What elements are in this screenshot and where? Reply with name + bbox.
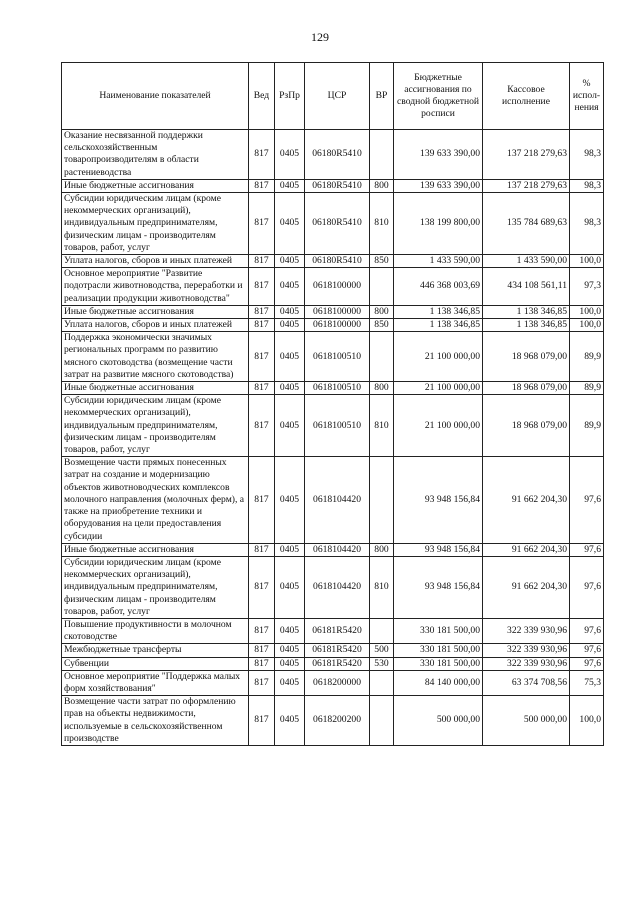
- row-budget: 1 138 346,85: [394, 319, 483, 332]
- row-cash: 500 000,00: [483, 696, 570, 746]
- row-vr: 800: [370, 543, 394, 556]
- header-csr: ЦСР: [305, 63, 370, 130]
- row-ved: 817: [249, 657, 275, 670]
- header-budget: Бюджетные ассигнования по сводной бюджетной росписи: [394, 63, 483, 130]
- row-cash: 18 968 079,00: [483, 395, 570, 457]
- header-vr: ВР: [370, 63, 394, 130]
- row-pct: 98,3: [570, 193, 604, 255]
- row-ved: 817: [249, 305, 275, 318]
- row-budget: 330 181 500,00: [394, 618, 483, 643]
- row-csr: 06180R5410: [305, 193, 370, 255]
- row-ved: 817: [249, 696, 275, 746]
- row-csr: 0618200200: [305, 696, 370, 746]
- row-budget: 500 000,00: [394, 696, 483, 746]
- row-cash: 322 339 930,96: [483, 657, 570, 670]
- table-row: [62, 543, 604, 556]
- table-row: [62, 255, 604, 268]
- row-vr: [370, 618, 394, 643]
- row-csr: 0618100000: [305, 268, 370, 306]
- row-budget: 93 948 156,84: [394, 457, 483, 543]
- row-rzpr: 0405: [275, 268, 305, 306]
- row-budget: 138 199 800,00: [394, 193, 483, 255]
- row-rzpr: 0405: [275, 644, 305, 657]
- table-header-row: [62, 63, 604, 130]
- row-ved: 817: [249, 644, 275, 657]
- row-budget: 139 633 390,00: [394, 130, 483, 180]
- row-rzpr: 0405: [275, 618, 305, 643]
- row-ved: 817: [249, 268, 275, 306]
- row-pct: 89,9: [570, 395, 604, 457]
- row-rzpr: 0405: [275, 670, 305, 695]
- row-rzpr: 0405: [275, 556, 305, 618]
- row-name: Иные бюджетные ассигнования: [62, 543, 249, 556]
- row-name: Иные бюджетные ассигнования: [62, 305, 249, 318]
- row-vr: [370, 670, 394, 695]
- row-cash: 137 218 279,63: [483, 130, 570, 180]
- row-cash: 1 138 346,85: [483, 305, 570, 318]
- row-budget: 21 100 000,00: [394, 382, 483, 395]
- row-rzpr: 0405: [275, 382, 305, 395]
- header-pct: % испол-нения: [570, 63, 604, 130]
- table-body: [62, 130, 604, 746]
- header-name: Наименование показателей: [62, 63, 249, 130]
- row-vr: [370, 696, 394, 746]
- row-cash: 18 968 079,00: [483, 382, 570, 395]
- row-name: Возмещение части прямых понесенных затрат на создание и модернизацию объектов животноводческих комплексов молочного направления (молочных ферм), а также на приобретение техники и оборудования на цели предоставления субсидии: [62, 457, 249, 543]
- budget-execution-table: [61, 62, 604, 746]
- table-row: [62, 457, 604, 543]
- row-ved: 817: [249, 193, 275, 255]
- row-rzpr: 0405: [275, 130, 305, 180]
- row-rzpr: 0405: [275, 255, 305, 268]
- row-ved: 817: [249, 130, 275, 180]
- row-pct: 100,0: [570, 319, 604, 332]
- row-name: Уплата налогов, сборов и иных платежей: [62, 319, 249, 332]
- row-rzpr: 0405: [275, 657, 305, 670]
- row-csr: 0618100000: [305, 319, 370, 332]
- row-cash: 18 968 079,00: [483, 332, 570, 382]
- row-cash: 91 662 204,30: [483, 457, 570, 543]
- row-cash: 434 108 561,11: [483, 268, 570, 306]
- row-vr: 810: [370, 395, 394, 457]
- row-csr: 0618104420: [305, 556, 370, 618]
- row-ved: 817: [249, 670, 275, 695]
- row-pct: 97,6: [570, 618, 604, 643]
- row-csr: 06181R5420: [305, 618, 370, 643]
- row-vr: [370, 130, 394, 180]
- row-rzpr: 0405: [275, 395, 305, 457]
- row-csr: 0618104420: [305, 543, 370, 556]
- row-name: Субвенции: [62, 657, 249, 670]
- row-vr: 810: [370, 193, 394, 255]
- row-pct: 89,9: [570, 332, 604, 382]
- row-budget: 1 138 346,85: [394, 305, 483, 318]
- row-vr: 850: [370, 255, 394, 268]
- row-name: Межбюджетные трансферты: [62, 644, 249, 657]
- row-budget: 21 100 000,00: [394, 395, 483, 457]
- row-ved: 817: [249, 395, 275, 457]
- row-csr: 0618100000: [305, 305, 370, 318]
- row-ved: 817: [249, 618, 275, 643]
- row-budget: 93 948 156,84: [394, 543, 483, 556]
- row-budget: 139 633 390,00: [394, 179, 483, 192]
- row-csr: 0618100510: [305, 332, 370, 382]
- row-cash: 322 339 930,96: [483, 644, 570, 657]
- table-row: [62, 696, 604, 746]
- row-rzpr: 0405: [275, 193, 305, 255]
- table-row: [62, 670, 604, 695]
- row-vr: 800: [370, 305, 394, 318]
- row-budget: 330 181 500,00: [394, 657, 483, 670]
- row-pct: 75,3: [570, 670, 604, 695]
- row-pct: 98,3: [570, 179, 604, 192]
- row-name: Основное мероприятие "Поддержка малых форм хозяйствования": [62, 670, 249, 695]
- row-name: Поддержка экономически значимых региональных программ по развитию мясного скотоводства (возмещение части затрат на развитие мясного скотоводства): [62, 332, 249, 382]
- row-vr: 800: [370, 179, 394, 192]
- table-row: [62, 319, 604, 332]
- row-csr: 06180R5410: [305, 255, 370, 268]
- row-pct: 89,9: [570, 382, 604, 395]
- row-csr: 06181R5420: [305, 657, 370, 670]
- row-name: Возмещение части затрат по оформлению прав на объекты недвижимости, используемые в сельскохозяйственном производстве: [62, 696, 249, 746]
- row-cash: 91 662 204,30: [483, 556, 570, 618]
- table-row: [62, 382, 604, 395]
- row-budget: 330 181 500,00: [394, 644, 483, 657]
- row-pct: 97,6: [570, 556, 604, 618]
- row-ved: 817: [249, 179, 275, 192]
- row-budget: 84 140 000,00: [394, 670, 483, 695]
- row-name: Повышение продуктивности в молочном скотоводстве: [62, 618, 249, 643]
- row-pct: 98,3: [570, 130, 604, 180]
- row-vr: 500: [370, 644, 394, 657]
- row-ved: 817: [249, 457, 275, 543]
- row-name: Субсидии юридическим лицам (кроме некоммерческих организаций), индивидуальным предпринимателям, физическим лицам - производителям товаров, работ, услуг: [62, 395, 249, 457]
- row-rzpr: 0405: [275, 179, 305, 192]
- row-name: Оказание несвязанной поддержки сельскохозяйственным товаропроизводителям в области растениеводства: [62, 130, 249, 180]
- table-row: [62, 179, 604, 192]
- row-budget: 1 433 590,00: [394, 255, 483, 268]
- row-csr: 06181R5420: [305, 644, 370, 657]
- row-ved: 817: [249, 382, 275, 395]
- table-row: [62, 268, 604, 306]
- row-pct: 97,6: [570, 657, 604, 670]
- row-name: Иные бюджетные ассигнования: [62, 382, 249, 395]
- row-ved: 817: [249, 332, 275, 382]
- row-rzpr: 0405: [275, 457, 305, 543]
- row-csr: 0618100510: [305, 382, 370, 395]
- row-pct: 97,6: [570, 457, 604, 543]
- table-row: [62, 618, 604, 643]
- table-row: [62, 644, 604, 657]
- table-row: [62, 657, 604, 670]
- row-csr: 0618100510: [305, 395, 370, 457]
- row-vr: 530: [370, 657, 394, 670]
- row-ved: 817: [249, 556, 275, 618]
- row-vr: [370, 332, 394, 382]
- row-cash: 322 339 930,96: [483, 618, 570, 643]
- table-row: [62, 193, 604, 255]
- header-rzpr: РзПр: [275, 63, 305, 130]
- row-name: Основное мероприятие "Развитие подотрасли животноводства, переработки и реализации продукции животноводства": [62, 268, 249, 306]
- row-pct: 97,6: [570, 644, 604, 657]
- row-cash: 137 218 279,63: [483, 179, 570, 192]
- row-name: Иные бюджетные ассигнования: [62, 179, 249, 192]
- row-vr: [370, 457, 394, 543]
- row-pct: 97,6: [570, 543, 604, 556]
- row-rzpr: 0405: [275, 543, 305, 556]
- row-csr: 0618200000: [305, 670, 370, 695]
- row-cash: 91 662 204,30: [483, 543, 570, 556]
- row-name: Субсидии юридическим лицам (кроме некоммерческих организаций), индивидуальным предпринимателям, физическим лицам - производителям товаров, работ, услуг: [62, 556, 249, 618]
- row-ved: 817: [249, 543, 275, 556]
- row-ved: 817: [249, 319, 275, 332]
- table-row: [62, 556, 604, 618]
- row-budget: 446 368 003,69: [394, 268, 483, 306]
- row-csr: 06180R5410: [305, 130, 370, 180]
- row-vr: 810: [370, 556, 394, 618]
- row-vr: 850: [370, 319, 394, 332]
- row-pct: 100,0: [570, 696, 604, 746]
- table-row: [62, 332, 604, 382]
- row-budget: 21 100 000,00: [394, 332, 483, 382]
- row-name: Уплата налогов, сборов и иных платежей: [62, 255, 249, 268]
- row-csr: 0618104420: [305, 457, 370, 543]
- row-rzpr: 0405: [275, 305, 305, 318]
- row-name: Субсидии юридическим лицам (кроме некоммерческих организаций), индивидуальным предпринимателям, физическим лицам - производителям товаров, работ, услуг: [62, 193, 249, 255]
- row-cash: 63 374 708,56: [483, 670, 570, 695]
- row-vr: 800: [370, 382, 394, 395]
- row-pct: 100,0: [570, 305, 604, 318]
- row-pct: 100,0: [570, 255, 604, 268]
- page-number: 129: [311, 30, 329, 44]
- table-row: [62, 305, 604, 318]
- row-cash: 135 784 689,63: [483, 193, 570, 255]
- table-row: [62, 130, 604, 180]
- row-ved: 817: [249, 255, 275, 268]
- row-rzpr: 0405: [275, 696, 305, 746]
- row-rzpr: 0405: [275, 319, 305, 332]
- header-ved: Вед: [249, 63, 275, 130]
- row-rzpr: 0405: [275, 332, 305, 382]
- row-cash: 1 138 346,85: [483, 319, 570, 332]
- row-cash: 1 433 590,00: [483, 255, 570, 268]
- row-vr: [370, 268, 394, 306]
- table-row: [62, 395, 604, 457]
- header-cash: Кассовое исполнение: [483, 63, 570, 130]
- row-budget: 93 948 156,84: [394, 556, 483, 618]
- row-pct: 97,3: [570, 268, 604, 306]
- row-csr: 06180R5410: [305, 179, 370, 192]
